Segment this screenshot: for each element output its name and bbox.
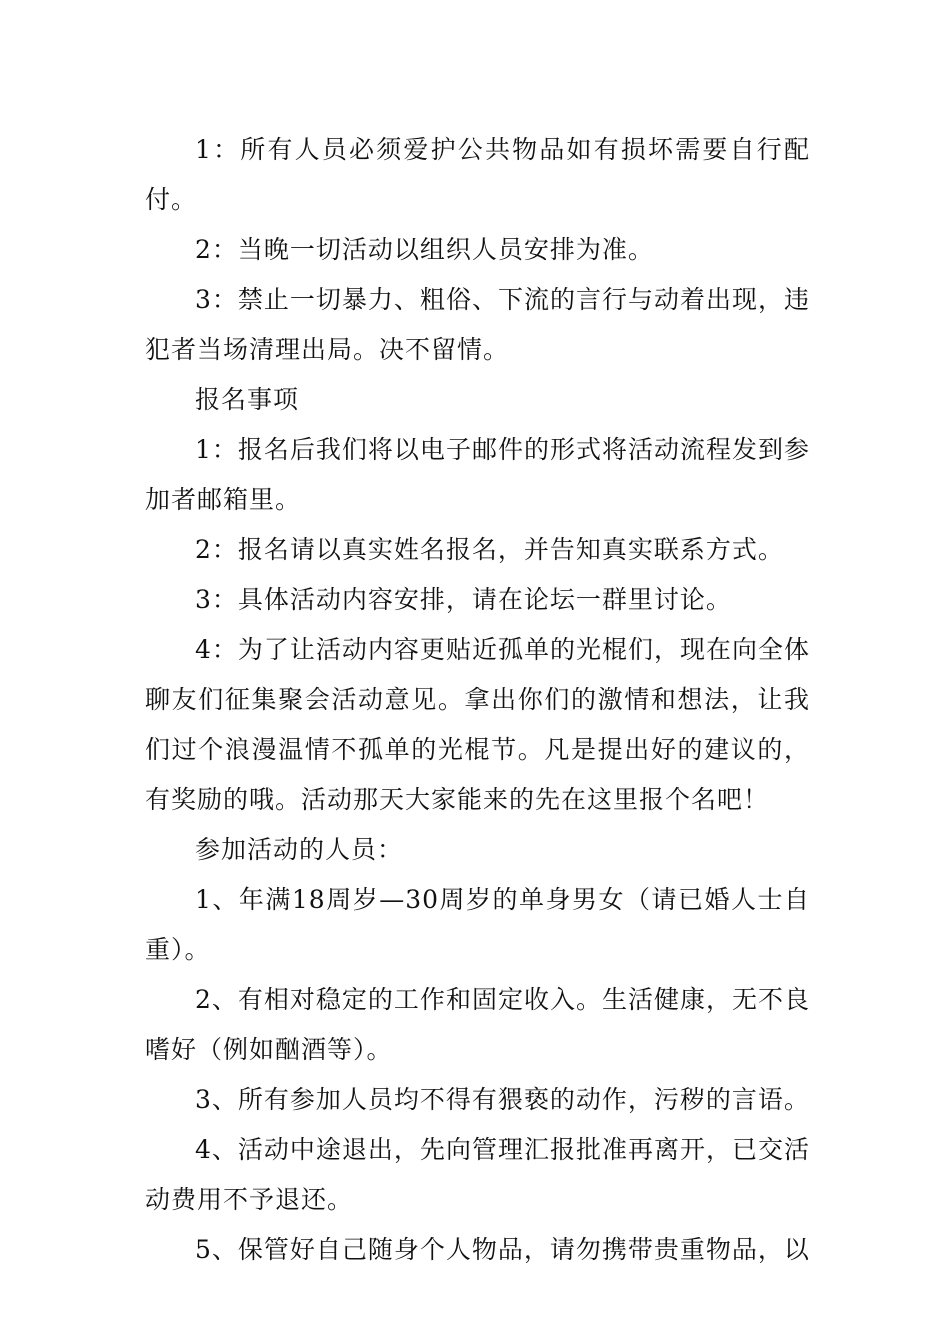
participant-paragraph-1: 1、年满18周岁—30周岁的单身男女（请已婚人士自重）。 xyxy=(145,885,810,964)
participant-paragraph-3: 3、所有参加人员均不得有猥亵的动作，污秽的言语。 xyxy=(195,1085,810,1114)
section-heading-participants: 参加活动的人员： xyxy=(195,835,404,864)
registration-paragraph-3: 3：具体活动内容安排，请在论坛一群里讨论。 xyxy=(195,585,732,614)
rule-paragraph-1: 1：所有人员必须爱护公共物品如有损坏需要自行配付。 xyxy=(145,135,810,214)
registration-paragraph-4: 4：为了让活动内容更贴近孤单的光棍们，现在向全体聊友们征集聚会活动意见。拿出你们的激情和想法，让我们过个浪漫温情不孤单的光棍节。凡是提出好的建议的，有奖励的哦。活动那天大家能来的先在这里报个名吧！ xyxy=(145,635,810,814)
participant-paragraph-5: 5、保管好自己随身个人物品，请勿携带贵重物品，以 xyxy=(195,1235,810,1264)
rule-paragraph-3: 3：禁止一切暴力、粗俗、下流的言行与动着出现，违犯者当场清理出局。决不留情。 xyxy=(145,285,810,364)
participant-paragraph-2: 2、有相对稳定的工作和固定收入。生活健康，无不良嗜好（例如酗酒等）。 xyxy=(145,985,810,1064)
section-heading-registration: 报名事项 xyxy=(195,385,300,414)
document-body xyxy=(145,125,810,1275)
rule-paragraph-2: 2：当晚一切活动以组织人员安排为准。 xyxy=(195,235,654,264)
registration-paragraph-1: 1：报名后我们将以电子邮件的形式将活动流程发到参加者邮箱里。 xyxy=(145,435,810,514)
participant-paragraph-4: 4、活动中途退出，先向管理汇报批准再离开，已交活动费用不予退还。 xyxy=(145,1135,810,1214)
registration-paragraph-2: 2：报名请以真实姓名报名，并告知真实联系方式。 xyxy=(195,535,784,564)
